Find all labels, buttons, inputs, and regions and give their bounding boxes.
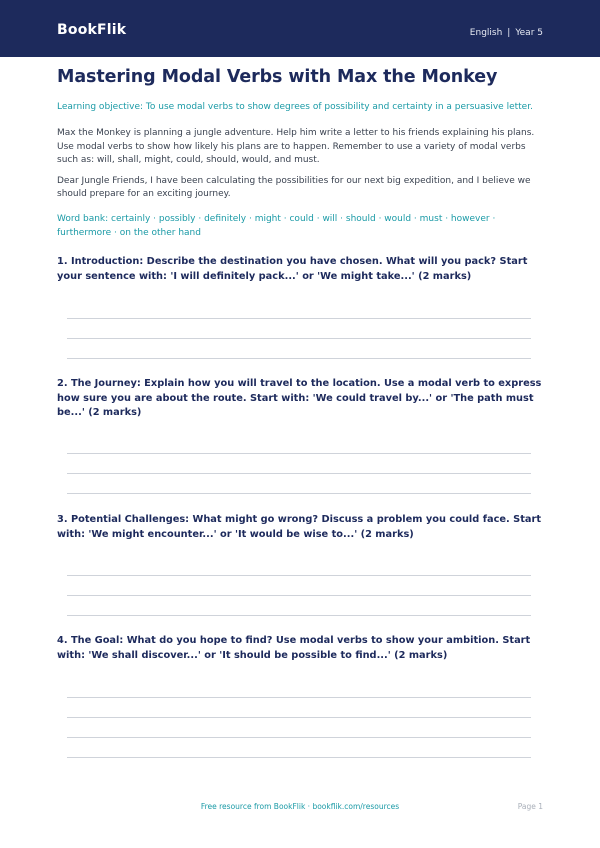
answer-line[interactable] xyxy=(67,757,531,758)
subject-year xyxy=(470,28,543,38)
answer-line[interactable] xyxy=(67,473,531,474)
subject-label: English xyxy=(469,28,503,38)
worksheet-content xyxy=(57,66,543,240)
page-number: Page 1 xyxy=(517,802,543,811)
answer-lines-3[interactable] xyxy=(57,575,543,616)
intro-paragraph: Max the Monkey is planning a jungle adventure. Help him write a letter to his friends explaining his plans. Use modal verbs to show how likely his plans are to happen. Remember to use a variety of modal verbs such as: will, shall, might, could, should, would, and must. xyxy=(57,128,535,165)
footer-resource-link[interactable]: Free resource from BookFlik · bookflik.com/resources xyxy=(200,802,400,811)
answer-line[interactable] xyxy=(67,575,531,576)
answer-lines-2[interactable] xyxy=(57,453,543,494)
meta-separator: | xyxy=(507,28,511,38)
question-3-text: 3. Potential Challenges: What might go wrong? Discuss a problem you could face. Start with: 'We might encounter...' or 'It would be wise to...' (2 marks) xyxy=(57,514,542,540)
answer-line[interactable] xyxy=(67,615,531,616)
answer-line[interactable] xyxy=(67,338,531,339)
page-footer xyxy=(0,802,600,816)
question-4-text: 4. The Goal: What do you hope to find? Use modal verbs to show your ambition. Start with: 'We shall discover...' or 'It should be possible to find...' (2 marks) xyxy=(57,635,531,661)
question-block-3 xyxy=(57,513,543,542)
answer-line[interactable] xyxy=(67,358,531,359)
answer-line[interactable] xyxy=(67,493,531,494)
brand-logo[interactable]: BookFlik xyxy=(57,22,127,38)
answer-line[interactable] xyxy=(67,717,531,718)
learning-objective: Learning objective: To use modal verbs to show degrees of possibility and certainty in a persuasive letter. xyxy=(57,102,533,112)
answer-lines-1[interactable] xyxy=(57,318,543,359)
answer-line[interactable] xyxy=(67,453,531,454)
answer-line[interactable] xyxy=(67,737,531,738)
word-bank: Word bank: certainly · possibly · definitely · might · could · will · should · would · must · however · furthermore · on the other hand xyxy=(57,213,496,238)
answer-line[interactable] xyxy=(67,697,531,698)
year-label: Year 5 xyxy=(515,28,543,38)
letter-opening: Dear Jungle Friends, I have been calculating the possibilities for our next big expedition, and I believe we should prepare for an exciting journey. xyxy=(57,175,531,199)
question-2-text: 2. The Journey: Explain how you will travel to the location. Use a modal verb to express how sure you are about the route. Start with: 'We could travel by...' or 'The path must be...' (2 marks) xyxy=(57,378,542,418)
page-title: Mastering Modal Verbs with Max the Monkey xyxy=(57,67,498,87)
answer-line[interactable] xyxy=(67,595,531,596)
question-1-text: 1. Introduction: Describe the destination you have chosen. What will you pack? Start your sentence with: 'I will definitely pack...' or 'We might take...' (2 marks) xyxy=(57,256,528,282)
question-block-2 xyxy=(57,377,543,421)
answer-lines-4[interactable] xyxy=(57,697,543,758)
question-block-1 xyxy=(57,255,543,284)
answer-line[interactable] xyxy=(67,318,531,319)
question-block-4 xyxy=(57,634,543,663)
page-header xyxy=(0,0,600,57)
